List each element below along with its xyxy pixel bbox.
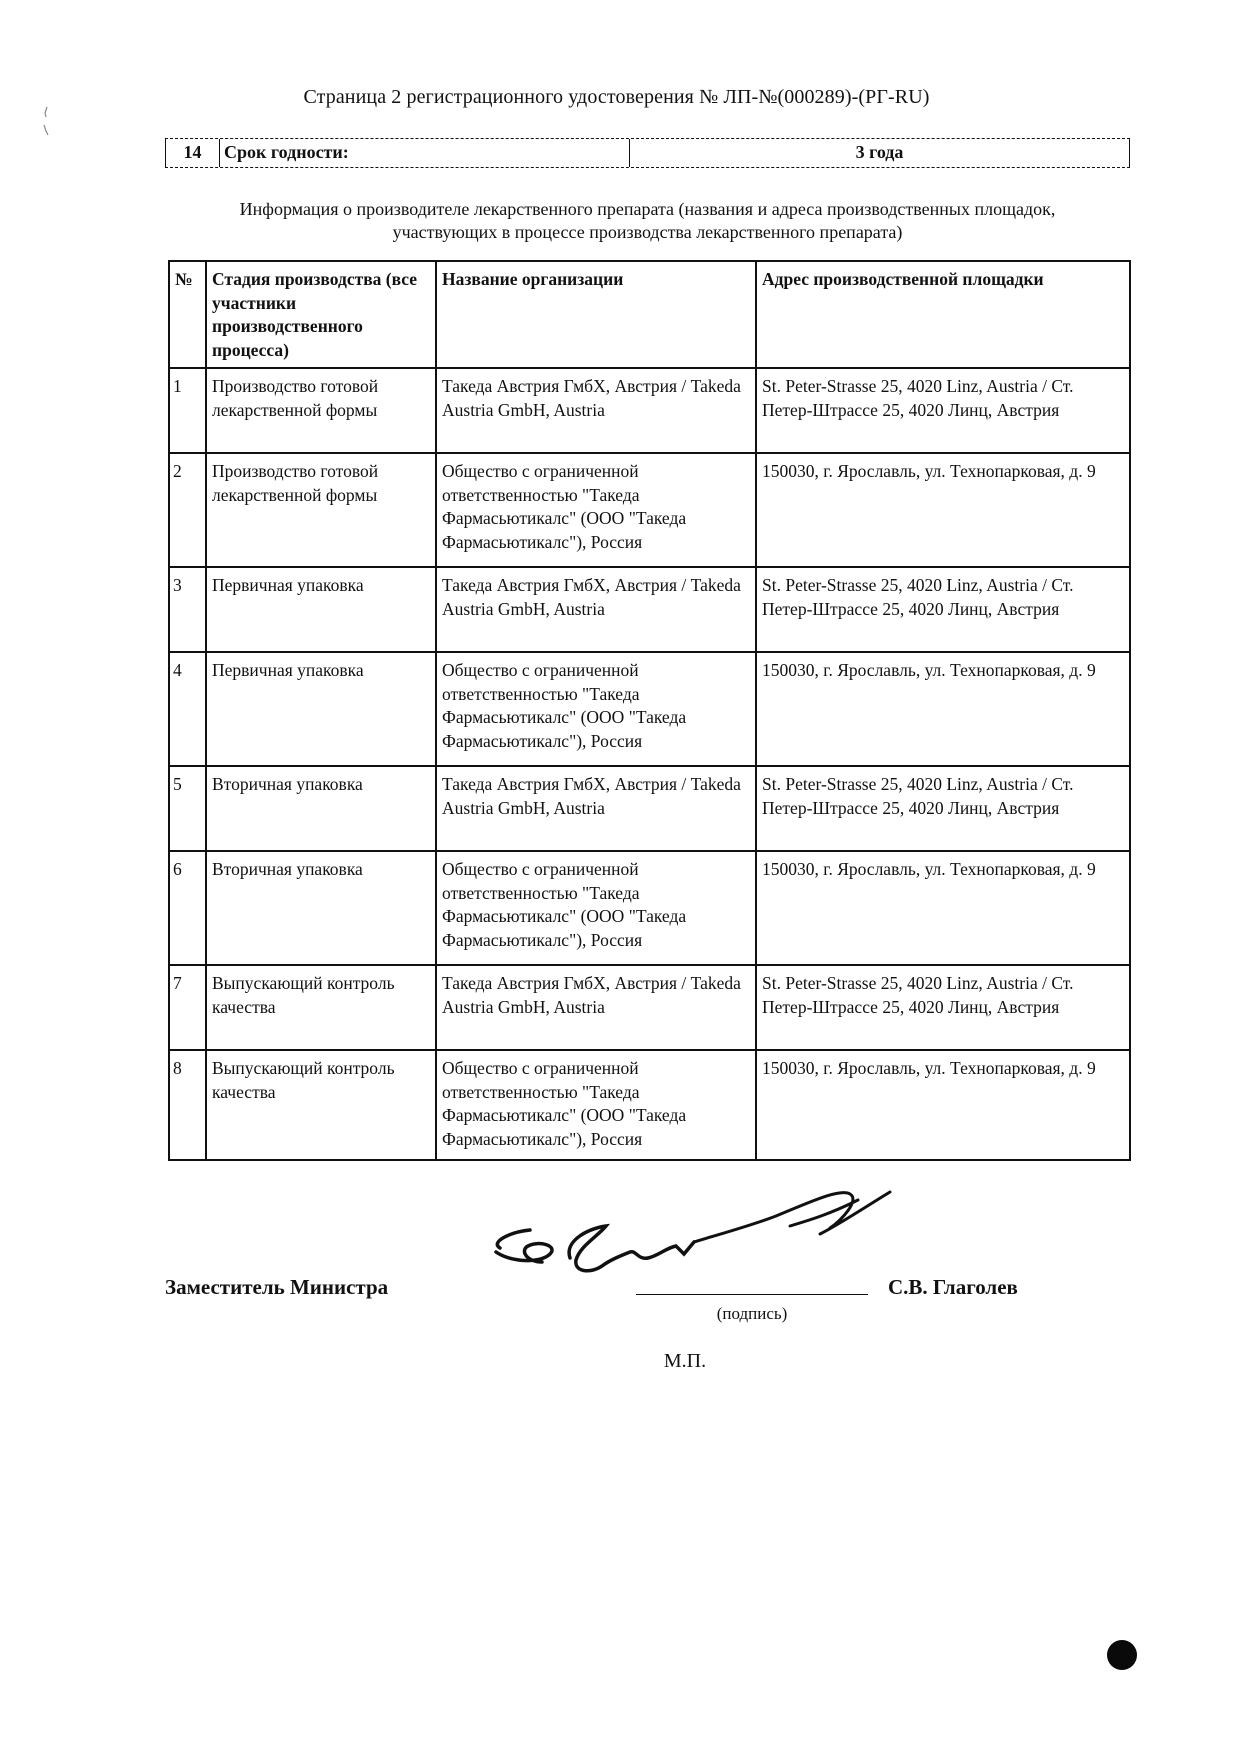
scan-artifact-mark <box>42 105 50 145</box>
row-organization: Общество с ограниченной ответственностью "Такеда Фармасьютикалс" (ООО "Такеда Фармасьютикалс"), Россия <box>436 851 756 965</box>
table-row <box>169 652 1130 766</box>
header-organization: Название организации <box>436 261 756 368</box>
row-organization: Общество с ограниченной ответственностью "Такеда Фармасьютикалс" (ООО "Такеда Фармасьютикалс"), Россия <box>436 453 756 567</box>
row-number: 1 <box>169 368 206 453</box>
table-row <box>169 766 1130 851</box>
page-header: Страница 2 регистрационного удостоверения № ЛП-№(000289)-(РГ-RU) <box>303 86 930 108</box>
signature-caption: (подпись) <box>716 1304 788 1323</box>
shelf-life-row <box>165 138 1130 168</box>
manufacturer-table <box>168 260 1131 1161</box>
row-number: 2 <box>169 453 206 567</box>
table-row <box>169 1050 1130 1160</box>
shelf-life-number: 14 <box>166 139 220 167</box>
row-organization: Такеда Австрия ГмбХ, Австрия / Takeda Austria GmbH, Austria <box>436 567 756 652</box>
table-row <box>169 368 1130 453</box>
row-number: 6 <box>169 851 206 965</box>
handwritten-signature <box>480 1180 940 1310</box>
header-stage: Стадия производства (все участники производственного процесса) <box>206 261 436 368</box>
header-number: № <box>169 261 206 368</box>
row-address: St. Peter-Strasse 25, 4020 Linz, Austria / Ст. Петер-Штрассе 25, 4020 Линц, Австрия <box>756 766 1130 851</box>
info-title-line-2: участвующих в процессе производства лекарственного препарата) <box>392 222 903 242</box>
row-stage: Выпускающий контроль качества <box>206 1050 436 1160</box>
row-number: 8 <box>169 1050 206 1160</box>
manufacturer-info-title <box>160 198 1135 244</box>
row-organization: Такеда Австрия ГмбХ, Австрия / Takeda Austria GmbH, Austria <box>436 965 756 1050</box>
stamp-place-label: М.П. <box>663 1350 707 1372</box>
header-address: Адрес производственной площадки <box>756 261 1130 368</box>
row-address: 150030, г. Ярославль, ул. Технопарковая, д. 9 <box>756 453 1130 567</box>
table-row <box>169 567 1130 652</box>
row-stage: Выпускающий контроль качества <box>206 965 436 1050</box>
table-row <box>169 851 1130 965</box>
signatory-position: Заместитель Министра <box>165 1275 389 1299</box>
row-address: St. Peter-Strasse 25, 4020 Linz, Austria / Ст. Петер-Штрассе 25, 4020 Линц, Австрия <box>756 567 1130 652</box>
row-address: 150030, г. Ярославль, ул. Технопарковая, д. 9 <box>756 1050 1130 1160</box>
row-stage: Производство готовой лекарственной формы <box>206 453 436 567</box>
row-stage: Первичная упаковка <box>206 652 436 766</box>
row-stage: Первичная упаковка <box>206 567 436 652</box>
signature-line <box>636 1294 868 1295</box>
row-stage: Вторичная упаковка <box>206 851 436 965</box>
row-address: 150030, г. Ярославль, ул. Технопарковая, д. 9 <box>756 652 1130 766</box>
row-organization: Общество с ограниченной ответственностью "Такеда Фармасьютикалс" (ООО "Такеда Фармасьютикалс"), Россия <box>436 1050 756 1160</box>
row-number: 4 <box>169 652 206 766</box>
row-number: 5 <box>169 766 206 851</box>
row-organization: Такеда Австрия ГмбХ, Австрия / Takeda Austria GmbH, Austria <box>436 766 756 851</box>
hole-punch-dot-icon <box>1107 1640 1137 1670</box>
table-row <box>169 965 1130 1050</box>
row-organization: Общество с ограниченной ответственностью "Такеда Фармасьютикалс" (ООО "Такеда Фармасьютикалс"), Россия <box>436 652 756 766</box>
row-stage: Производство готовой лекарственной формы <box>206 368 436 453</box>
row-organization: Такеда Австрия ГмбХ, Австрия / Takeda Austria GmbH, Austria <box>436 368 756 453</box>
shelf-life-value: 3 года <box>855 142 904 162</box>
row-address: St. Peter-Strasse 25, 4020 Linz, Austria / Ст. Петер-Штрассе 25, 4020 Линц, Австрия <box>756 368 1130 453</box>
info-title-line-1: Информация о производителе лекарственного препарата (названия и адреса производственных площадок, <box>239 199 1056 219</box>
shelf-life-label: Срок годности: <box>220 139 630 167</box>
signatory-name: С.В. Глаголев <box>888 1275 1018 1299</box>
table-row <box>169 453 1130 567</box>
row-number: 7 <box>169 965 206 1050</box>
row-address: St. Peter-Strasse 25, 4020 Linz, Austria / Ст. Петер-Штрассе 25, 4020 Линц, Австрия <box>756 965 1130 1050</box>
row-stage: Вторичная упаковка <box>206 766 436 851</box>
row-address: 150030, г. Ярославль, ул. Технопарковая, д. 9 <box>756 851 1130 965</box>
row-number: 3 <box>169 567 206 652</box>
table-header-row <box>169 261 1130 368</box>
